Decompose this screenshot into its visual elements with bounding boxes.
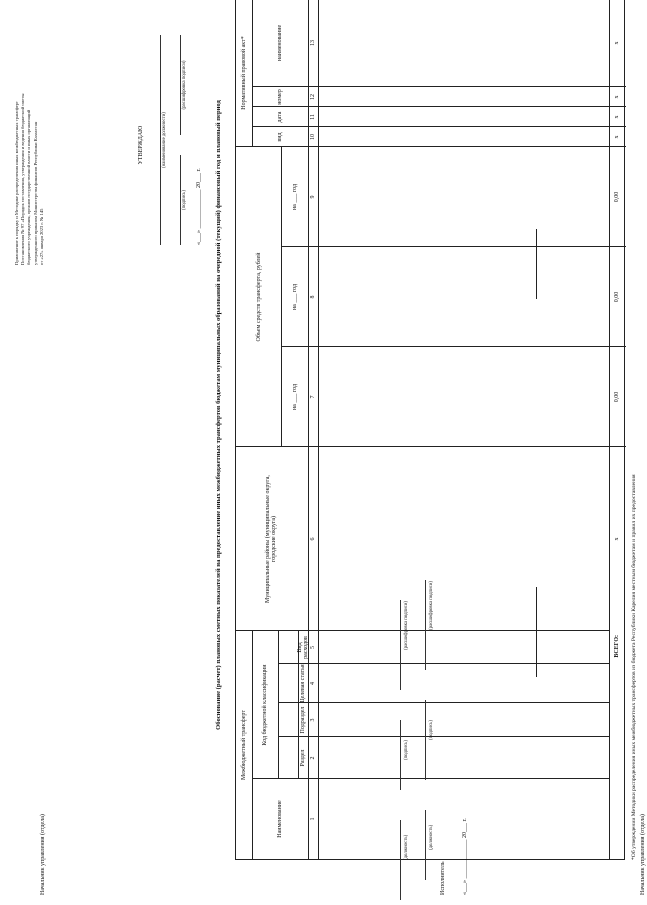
head-position-caption: (должность): [404, 834, 409, 860]
approve-signature-line: [180, 155, 181, 245]
group-npa-header: Нормативный правовой акт*: [241, 36, 247, 110]
group-transfer-header: Межбюджетный трансферт: [241, 710, 247, 780]
approve-label: УТВЕРЖДАЮ: [138, 125, 144, 165]
col-number-header: номер: [277, 89, 283, 105]
executor-signature-caption: (подпись): [429, 720, 434, 740]
footer-date: «___» _____________ 20___ г.: [462, 818, 468, 895]
attachment-note: [14, 25, 45, 265]
head-signature-line: [400, 720, 401, 790]
col-name-header: Наименование: [277, 800, 283, 838]
total-year3: 0,00: [614, 191, 620, 203]
executor-position-line: [425, 810, 426, 880]
col-expense-type-header: Вид расходов: [297, 636, 309, 659]
total-municipal: x: [614, 537, 620, 541]
group-budget-code-header: Код бюджетной классификации: [262, 664, 268, 746]
col-number-4: 4: [310, 682, 316, 685]
col-type-header: вид: [277, 132, 283, 142]
col-number-3: 3: [310, 718, 316, 722]
col-year3-header: на ___ год: [291, 183, 298, 211]
executor-decode-caption: (расшифровка подписи): [429, 581, 434, 630]
executor-signature-line: [425, 700, 426, 780]
total-title: x: [614, 41, 620, 45]
document-title: Обоснование (расчет) плановых сметных показателей на предоставление иных межбюджетных трансфертов бюджетам муниципальных образований на очередной (текущий) финансовый год и плановый период: [215, 100, 222, 730]
col-number-2: 2: [310, 756, 316, 760]
executor-position-caption: (должность): [429, 824, 434, 850]
col-number-1: 1: [310, 817, 316, 821]
col-number-5: 5: [310, 646, 316, 649]
head-position-line: [400, 820, 401, 900]
note-line: Постановления № 97 «Порядок составления, утверждения и ведения бюджетной сметы: [20, 93, 26, 265]
note-line: Приложение к порядку и Методике распределения иных межбюджетных трансферт: [14, 101, 19, 265]
document-page: Приложение к порядку и Методике распределения иных межбюджетных трансферт Постановления № 97 «Порядок составления, утверждения и ведения бюджетной сметы бюджетного учреждения, органов государственной власти и иных организаций утвержденного приказом Министерства финансов Республики Казахстан от «27» января 2023 г. № 145 УТВЕРЖДАЮ (наименование должности) (подпись) (расшифровка подписи) «___» _____________ 20___ г. Обоснование (расчет) плановых сметных показателей на предоставление иных межбюджетных трансфертов бюджетам муниципальных образований на очередной (текущий) финансовый год и плановый период Межбюджетный трансферт Наименование Код бюджетной классификации Раздел Подраздел Целевая статья Вид расходов Муниципальные районы (муниципальные округа, городские округа) Объем средств трансферта, рублей на ___ год на ___ год на ___ год Нормативный правовой акт* вид дата номер наименование 1 2 3 4 5 6 7 8 9 10 11 12 13 ВСЕГО: x 0,00 0,00 0,00 x x x x *Об утверждении Методики распределения иных межбюджетных трансфертов из бюджета Республики Карелия местным бюджетам и правил их предоставления Начальник управления (отдела): [0, 0, 640, 905]
col-number-9: 9: [310, 195, 316, 199]
approve-position-line: [160, 35, 161, 245]
total-number: x: [614, 95, 620, 99]
col-subsection-header: Подраздел: [300, 706, 306, 734]
approve-name-caption: (расшифровка подписи): [182, 60, 187, 110]
col-number-7: 7: [310, 395, 316, 399]
col-number-12: 12: [310, 94, 316, 100]
executor-label: Исполнитель: [440, 861, 446, 895]
head-signature-caption: (подпись): [404, 740, 409, 760]
note-line: утвержденного приказом Министерства финансов Республики Казахстан: [32, 121, 38, 265]
approve-name-line: [180, 35, 181, 135]
total-type: x: [614, 135, 620, 139]
col-municipal-header: Муниципальные районы (муниципальные округа, городские округа): [265, 475, 277, 603]
col-number-13: 13: [310, 40, 316, 46]
col-number-6: 6: [310, 537, 316, 541]
total-date: x: [614, 115, 620, 119]
col-number-8: 8: [310, 295, 316, 299]
note-line: бюджетного учреждения, органов государственной власти и иных организаций: [26, 109, 32, 265]
approve-position-caption: (наименование должности): [162, 112, 167, 168]
col-number-10: 10: [310, 134, 316, 140]
col-title-header: наименование: [277, 24, 283, 62]
col-target-header: Целевая статья: [300, 664, 306, 703]
col-year2-header: на ___ год: [291, 283, 298, 311]
col-year1-header: на ___ год: [291, 383, 298, 411]
col-number-11: 11: [310, 114, 316, 120]
note-line: от «27» января 2023 г. № 145: [38, 208, 44, 265]
head-label-visible: Начальник управления (отдела): [40, 814, 46, 895]
total-year2: 0,00: [614, 291, 620, 303]
head-decode-caption: (расшифровка подписи): [404, 601, 409, 650]
approve-date: «___» _____________ 20___ г.: [196, 168, 202, 245]
col-section-header: Раздел: [300, 749, 306, 767]
total-year1: 0,00: [614, 391, 620, 403]
footnote: *Об утверждении Методики распределения иных межбюджетных трансфертов из бюджета Республики Карелия местным бюджетам и правил их предоставления: [631, 474, 637, 860]
total-label: ВСЕГО:: [614, 635, 620, 658]
col-date-header: дата: [277, 111, 283, 123]
executor-decode-line: [425, 580, 426, 670]
group-volume-header: Объем средств трансферта, рублей: [255, 252, 262, 342]
approve-signature-caption: (подпись): [182, 190, 187, 210]
head-decode-line: [400, 600, 401, 690]
